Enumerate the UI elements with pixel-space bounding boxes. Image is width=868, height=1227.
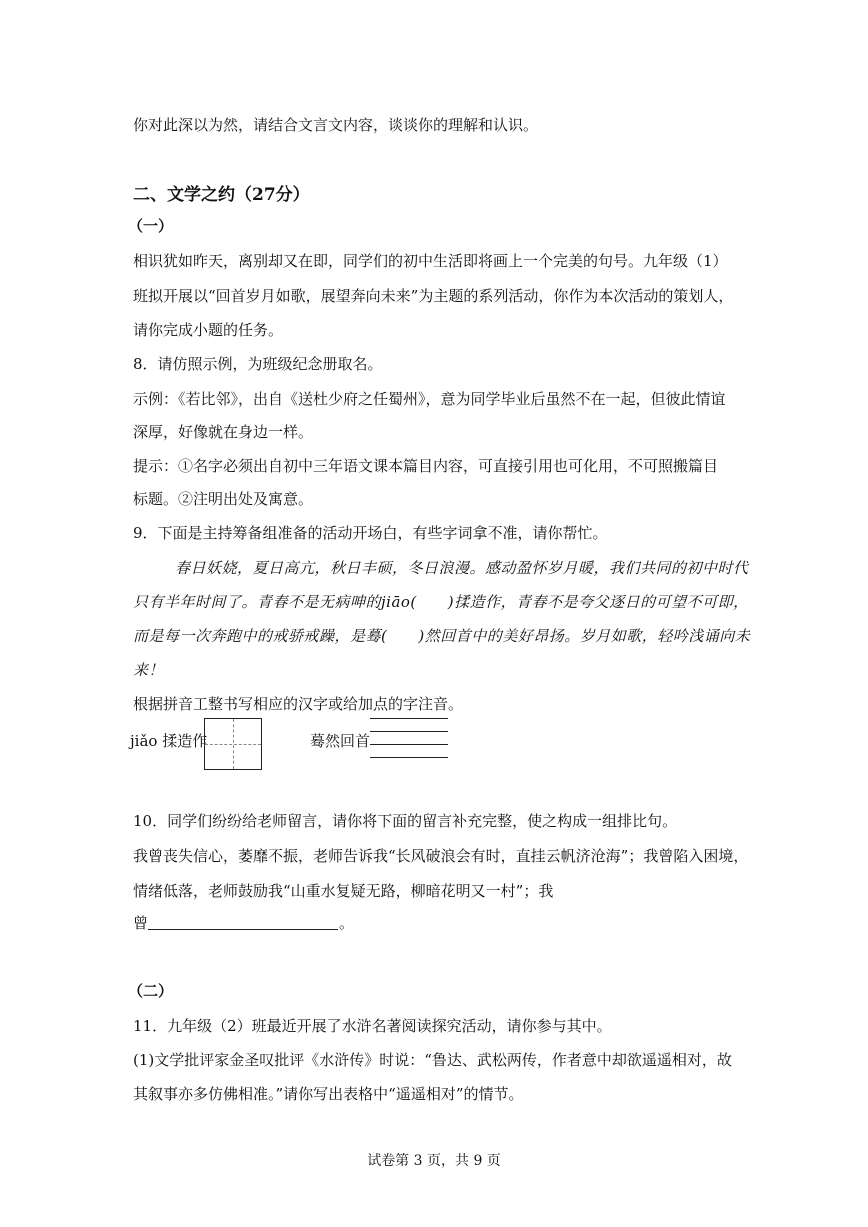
phonetic-answer-line[interactable] [370, 757, 448, 758]
question-10-text-line-2: 情绪低落，老师鼓励我“山重水复疑无路，柳暗花明又一村”；我 [133, 882, 554, 900]
question-8-example-line-2: 深厚，好像就在身边一样。 [133, 423, 314, 441]
subsection-1-heading: （一） [128, 217, 174, 235]
question-11-part-1-line-2: 其叙事亦多仿佛相准。”请你写出表格中“遥遥相对”的情节。 [133, 1085, 524, 1103]
question-8-hint-line-2: 标题。②注明出处及寓意。 [133, 490, 314, 508]
question-8-hint-line-1: 提示：①名字必须出自初中三年语文课本篇目内容，可直接引用也可化用，不可照搬篇目 [133, 457, 719, 475]
intro-line-2: 班拟开展以“回首岁月如歌，展望奔向未来”为主题的系列活动，你作为本次活动的策划人， [133, 287, 734, 305]
question-10-answer-suffix: 。 [339, 914, 355, 932]
question-9-prompt: 9．下面是主持筹备组准备的活动开场白，有些字词拿不准，请你帮忙。 [133, 524, 608, 542]
question-11-prompt: 11．九年级（2）班最近开展了水浒名著阅读探究活动，请你参与其中。 [133, 1017, 612, 1035]
section-title-literature: 二、文学之约（27分） [133, 185, 310, 205]
opening-speech-line-1: 春日妖娆，夏日高亢，秋日丰硕，冬日浪漫。感动盈怀岁月暖，我们共同的初中时代 [175, 559, 749, 577]
page-footer: 试卷第 3 页，共 9 页 [367, 1153, 501, 1169]
opening-speech-line-4: 来！ [133, 661, 165, 679]
question-10-prompt: 10．同学们纷纷给老师留言，请你将下面的留言补充完整，使之构成一组排比句。 [133, 812, 678, 830]
pinyin-answer-grid[interactable] [204, 718, 262, 770]
phonetic-answer-line[interactable] [370, 718, 448, 719]
intro-line-1: 相识犹如昨天，离别却又在即，同学们的初中生活即将画上一个完美的句号。九年级（1） [133, 252, 728, 270]
question-10-text-line-1: 我曾丧失信心，萎靡不振，老师告诉我“长风破浪会有时，直挂云帆济沧海”；我曾陷入困境， [133, 847, 749, 865]
pinyin-item-label: jiǎo 揉造作 [130, 732, 208, 750]
prev-question-tail: 你对此深以为然，请结合文言文内容，谈谈你的理解和认识。 [133, 116, 539, 134]
question-8-example-line-1: 示例：《若比邻》，出自《送杜少府之任蜀州》，意为同学毕业后虽然不在一起，但彼此情谊 [133, 390, 726, 408]
opening-speech-line-2: 只有半年时间了。青春不是无病呻的jiāo( )揉造作，青春不是夸父逐日的可望不可即， [133, 593, 749, 611]
question-9-instruction: 根据拼音工整书写相应的汉字或给加点的字注音。 [133, 695, 464, 713]
phonetic-answer-line[interactable] [370, 744, 448, 745]
opening-speech-line-3: 而是每一次奔跑中的戒骄戒躁，是蓦( )然回首中的美好昂扬。岁月如歌，轻吟浅诵向未 [133, 627, 751, 645]
subsection-2-heading: （二） [128, 982, 174, 1000]
intro-line-3: 请你完成小题的任务。 [133, 321, 284, 339]
grid-horizontal-guide [205, 744, 261, 745]
question-10-answer-prefix: 曾 [133, 914, 149, 932]
question-10-answer-line[interactable] [148, 929, 338, 930]
question-11-part-1-line-1: (1)文学批评家金圣叹批评《水浒传》时说：“鲁达、武松两传，作者意中却欲遥遥相对，故 [133, 1051, 732, 1069]
question-8-prompt: 8．请仿照示例，为班级纪念册取名。 [133, 355, 383, 373]
phonetic-item-label: 蓦然回首 [310, 732, 371, 750]
phonetic-answer-line[interactable] [370, 731, 448, 732]
